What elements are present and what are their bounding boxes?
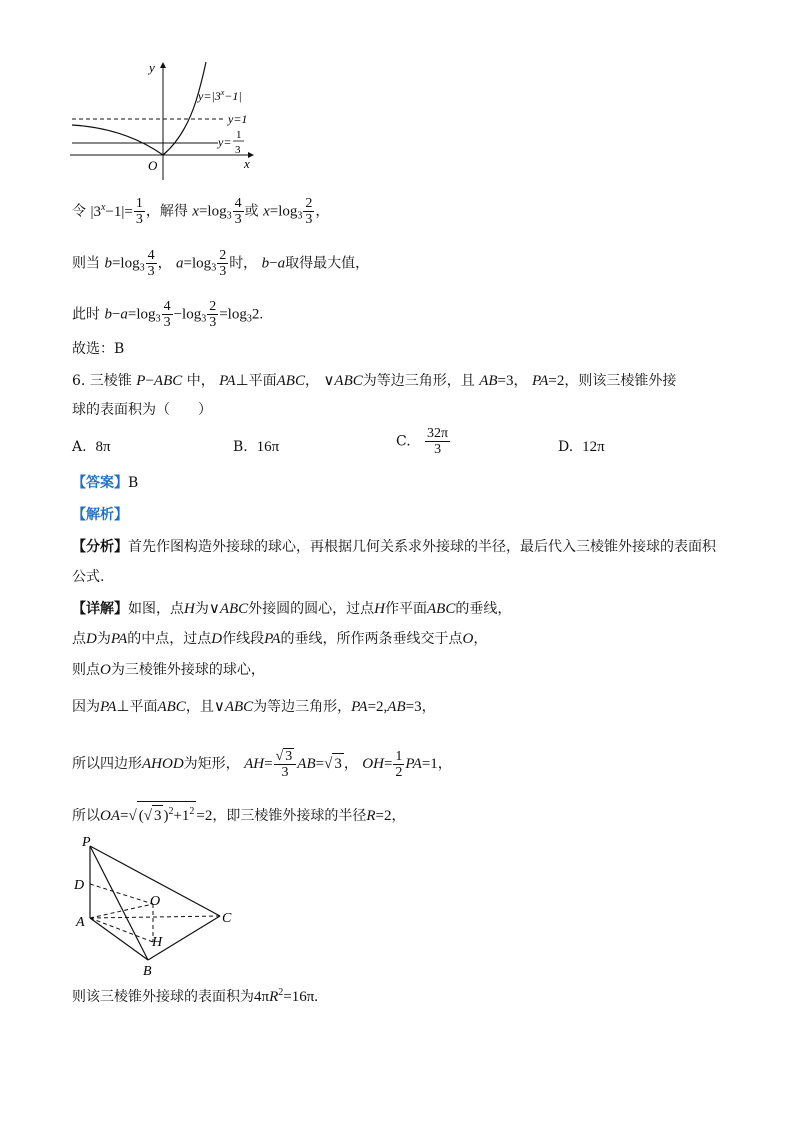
solution-line-1: 令 $|3^x-1|=$ $\frac{1}{3}$ ，解得 $x=\log_3$ $\frac{4}{3}$ 或 $x=\log_3$ $\frac{2}{3}$ ， (72, 196, 330, 227)
vertex-a: A (76, 915, 85, 930)
fenxi-line-2: 公式. (72, 569, 105, 585)
point-h: H (152, 935, 163, 950)
curve-label: $y=|3^x-1|$ (198, 88, 242, 103)
line2-num: 1 (236, 129, 242, 141)
option-d[interactable]: D. 12π (558, 439, 605, 455)
option-c[interactable]: C. $\frac{32\pi}{3}$ (396, 426, 449, 457)
xiangjie-line-6: 所以OA=√ (√ 3 )$^2+1^2 =2$，即三棱锥外接球的半径R=2， (72, 801, 406, 826)
line1-label: y=1 (228, 112, 248, 126)
question-6-line-1: 6. 三棱锥 P−ABC 中， PA⊥平面ABC， ∨ABC为等边三角形，且 AB=3， PA=2，则该三棱锥外接 (72, 373, 677, 389)
y-axis-arrow (160, 62, 166, 68)
jiexi-line: 【解析】 (72, 507, 128, 523)
xiangjie-line-3: 则点O为三棱锥外接球的球心， (72, 662, 265, 678)
segment-ah (90, 918, 153, 942)
xiangjie-line-4: 因为PA⊥平面ABC，且∨ABC为等边三角形，PA=2,AB=3， (72, 699, 436, 715)
xiangjie-line-1: 【详解】如图，点H为∨ABC外接圆的圆心，过点H作平面ABC的垂线， (72, 601, 512, 617)
xiangjie-line-5: 所以四边形AHOD为矩形， AH= $\frac{√ 3}{3}$ AB=√ 3 ， OH= $\frac{1}{2}$ PA=1， (72, 748, 452, 780)
line2-den: 3 (235, 144, 241, 156)
solution-line-2: 则当 $b=\log_3$ $\frac{4}{3}$ ， $a=\log_3$ $\frac{2}{3}$ 时， b−a取得最大值， (72, 248, 370, 279)
xiangjie-line-2: 点D为PA的中点，过点D作线段PA的垂线，所作两条垂线交于点O， (72, 631, 488, 647)
xiangjie-line-7: 则该三棱锥外接球的表面积为$4\pi R^2=16\pi$. (72, 987, 319, 1005)
choice-line: 故选：B (72, 341, 125, 357)
tetrahedron-figure (70, 832, 250, 982)
function-graph-figure (66, 56, 266, 186)
segment-ao (90, 904, 153, 918)
y-axis-label: y (149, 60, 155, 75)
question-6-line-2: 球的表面积为（ ） (72, 402, 212, 418)
line2-label-prefix: y= (218, 135, 232, 149)
option-a[interactable]: A. 8π (72, 439, 111, 455)
answer-line: 【答案】B (72, 475, 139, 491)
edge-pb (90, 846, 148, 960)
point-o: O (150, 894, 161, 909)
point-d: D (74, 878, 85, 893)
edge-ab (90, 918, 148, 960)
function-curve (72, 62, 206, 155)
edge-ac (90, 916, 220, 918)
option-b[interactable]: B. 16π (233, 439, 280, 455)
x-axis-label: x (244, 156, 250, 171)
vertex-b: B (143, 964, 152, 979)
vertex-p: P (82, 835, 91, 850)
origin-label: O (148, 158, 158, 173)
vertex-c: C (222, 911, 232, 926)
fenxi-line-1: 【分析】首先作图构造外接球的球心，再根据几何关系求外接球的半径，最后代入三棱锥外接球的表面积 (72, 539, 716, 555)
solution-line-3: 此时 $b-a=\log_3$ $\frac{4}{3}$ $-\log_3$ $\frac{2}{3}$ $=\log_32$. (72, 299, 264, 330)
segment-do (90, 884, 153, 904)
